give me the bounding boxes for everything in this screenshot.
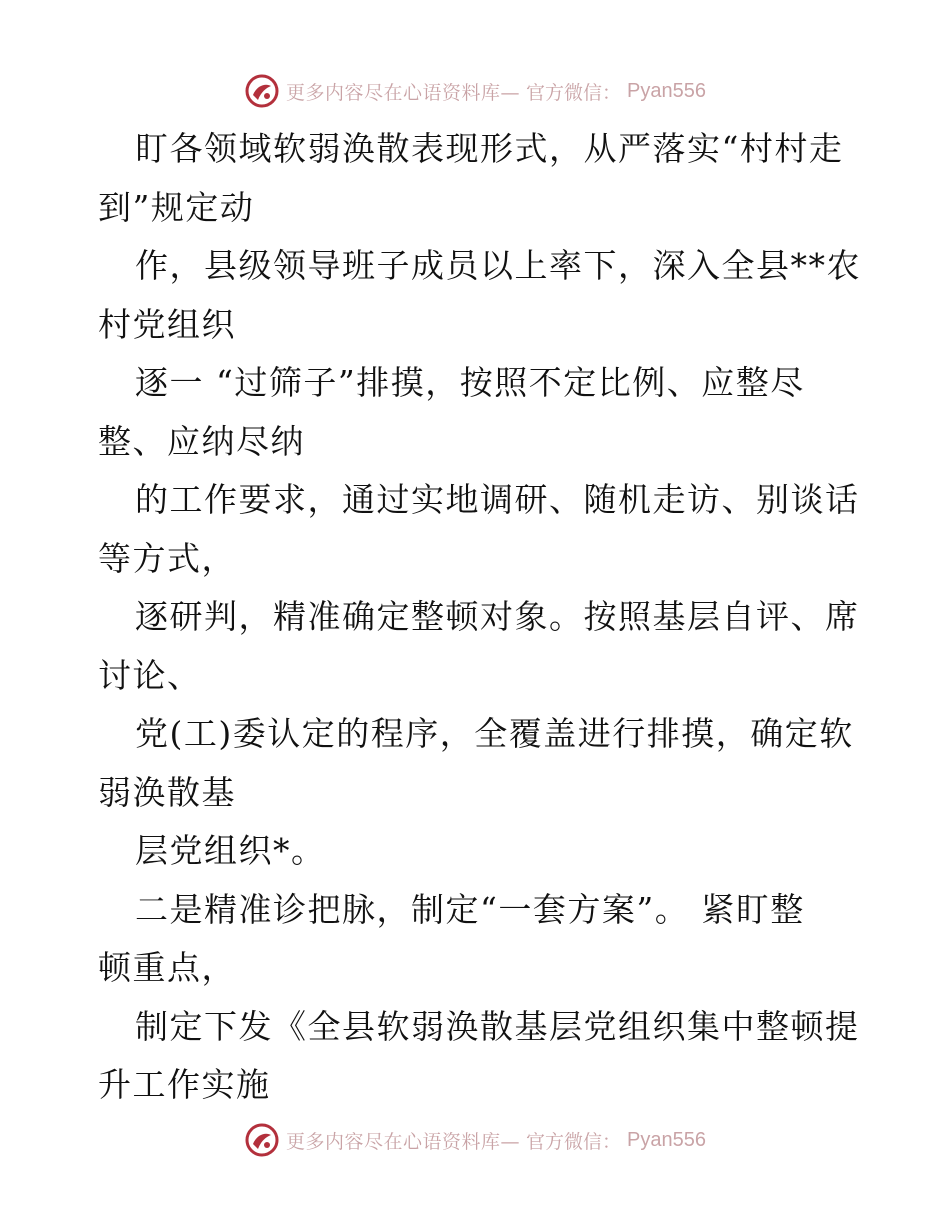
text-line: 等方式， bbox=[98, 538, 236, 578]
banner-text: 更多内容尽在心语资料库— bbox=[286, 81, 521, 104]
text-line: 党(工)委认定的程序，全覆盖进行排摸，确定软 bbox=[135, 714, 854, 753]
document-body bbox=[98, 120, 861, 1115]
text-line: 弱涣散基 bbox=[98, 772, 236, 812]
text-line: 层党组织*。 bbox=[135, 831, 326, 870]
footer-banner bbox=[0, 1120, 950, 1160]
banner-text: 更多内容尽在心语资料库— bbox=[286, 1130, 521, 1153]
banner-wechat-id: Pyan556 bbox=[627, 1128, 706, 1151]
text-line: 顿重点， bbox=[98, 948, 236, 987]
text-line: 的工作要求，通过实地调研、随机走访、别谈话 bbox=[135, 480, 860, 519]
text-line: 制定下发《全县软弱涣散基层党组织集中整顿提 bbox=[135, 1006, 860, 1046]
header-banner bbox=[0, 71, 950, 111]
text-line: 逐研判，精准确定整顿对象。按照基层自评、席 bbox=[135, 597, 860, 636]
text-line: 二是精准诊把脉，制定“一套方案”。 紧盯整 bbox=[135, 889, 805, 929]
text-line: 整、应纳尽纳 bbox=[98, 421, 305, 461]
red-seal-logo-icon bbox=[244, 73, 280, 109]
banner-wechat-label: 官方微信： bbox=[526, 1130, 622, 1153]
banner-wechat-label: 官方微信： bbox=[526, 81, 622, 104]
text-line: 升工作实施 bbox=[98, 1065, 271, 1104]
text-line: 讨论、 bbox=[98, 655, 202, 695]
text-line: 村党组织 bbox=[98, 304, 236, 344]
text-line: 到”规定动 bbox=[98, 187, 255, 227]
red-seal-logo-icon bbox=[244, 1122, 280, 1158]
text-line: 逐一 “过筛子”排摸，按照不定比例、应整尽 bbox=[135, 363, 805, 402]
text-line: 作，县级领导班子成员以上率下，深入全县**农 bbox=[135, 246, 861, 285]
text-line: 盯各领域软弱涣散表现形式，从严落实“村村走 bbox=[135, 129, 844, 168]
banner-wechat-id: Pyan556 bbox=[627, 79, 706, 102]
